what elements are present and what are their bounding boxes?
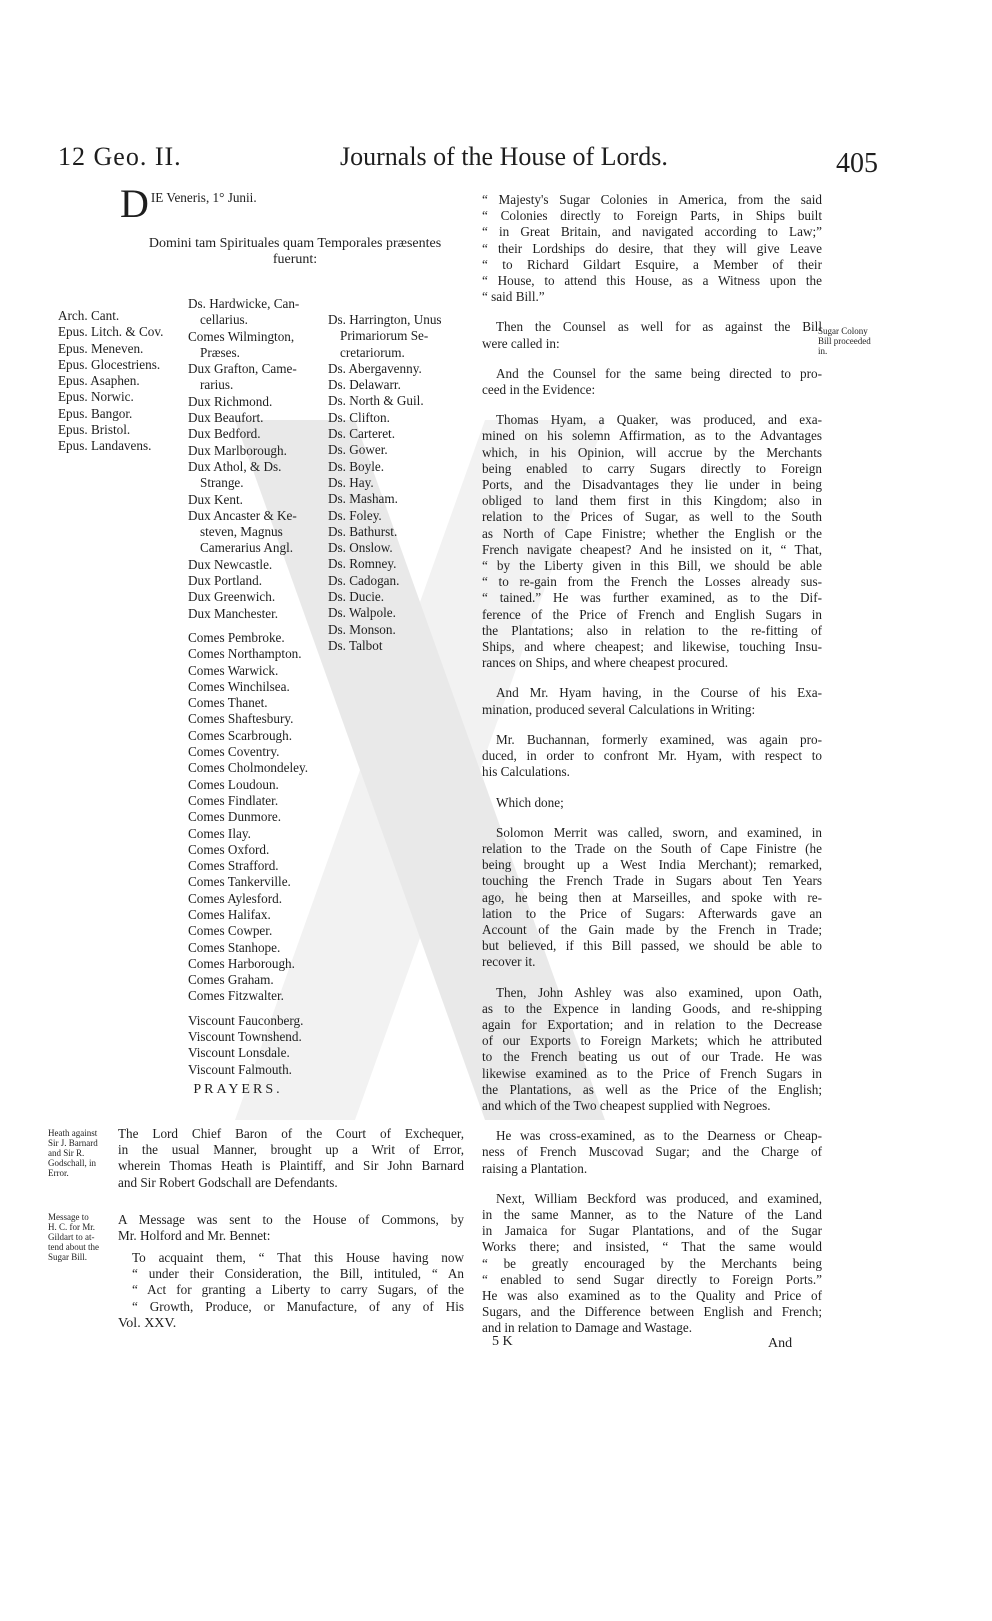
member-name: Ds. Talbot — [328, 637, 383, 653]
text-line: as to the Expence in landing Goods, and re-shipping — [482, 1000, 822, 1016]
member-name: Ds. North & Guil. — [328, 393, 424, 409]
text-line: Mr. Buchannan, formerly examined, was again pro- — [496, 731, 822, 747]
right-paragraph — [482, 192, 822, 305]
text-line: “ their Lordships do desire, that they will give Leave — [482, 240, 822, 256]
member-name: Viscount Fauconberg. — [188, 1012, 304, 1028]
margin-note-line: Bill proceeded — [818, 336, 871, 346]
text-line: the Plantations, as well as the Price of the English; — [482, 1081, 822, 1097]
text-line: “ said Bill.” — [482, 289, 545, 305]
text-line: To acquaint them, “ That this House having now — [132, 1250, 464, 1265]
member-name: Dux Manchester. — [188, 605, 279, 621]
right-paragraph — [482, 795, 822, 811]
margin-note-sugar-bill — [818, 326, 871, 356]
member-name: Comes Warwick. — [188, 662, 279, 678]
text-line: and which of the Two cheapest supplied with Negroes. — [482, 1097, 771, 1113]
text-line: mination, produced several Calculations in Writing: — [482, 701, 756, 717]
text-line: “ under their Consideration, the Bill, intituled, “ An — [132, 1266, 464, 1282]
margin-note-line: and Sir R. — [48, 1148, 85, 1158]
text-line: Ships, and where cheapest; and likewise, touching Insu- — [482, 639, 822, 655]
member-name: Comes Halifax. — [188, 906, 271, 922]
member-name: Comes Northampton. — [188, 646, 302, 662]
present-title-line: fuerunt: — [272, 252, 318, 267]
member-name: Comes Thanet. — [188, 695, 268, 711]
text-line: obliged to land them first in this Kingdom; also in — [482, 493, 822, 509]
text-line: to the French beating us out of our Trade. He was — [482, 1049, 822, 1065]
member-name: cellarius. — [200, 312, 248, 328]
member-name: Comes Tankerville. — [188, 874, 291, 890]
member-name: Dux Beaufort. — [188, 410, 264, 426]
member-name: Comes Loudoun. — [188, 776, 279, 792]
text-line: wherein Thomas Heath is Plaintiff, and Sir John Barnard — [118, 1158, 464, 1174]
text-line: raising a Plantation. — [482, 1160, 588, 1176]
member-name: Epus. Norwic. — [58, 389, 134, 405]
text-line: “ to Richard Gildart Esquire, a Member of their — [482, 256, 822, 272]
text-line: ceed in the Evidence: — [482, 382, 596, 398]
text-line: but believed, if this Bill passed, we should be able to — [482, 938, 822, 954]
member-name: Comes Findlater. — [188, 792, 279, 808]
member-name: Dux Grafton, Came- — [188, 361, 297, 377]
text-line: being brought up a West India Merchant); remarked, — [482, 857, 822, 873]
member-name: Comes Strafford. — [188, 858, 279, 874]
margin-note-line: Sugar Bill. — [48, 1252, 88, 1262]
member-name: Comes Dunmore. — [188, 809, 282, 825]
prayers-heading: PRAYERS. — [193, 1082, 283, 1097]
member-name: cretariorum. — [340, 344, 405, 360]
session-date — [120, 181, 257, 226]
right-paragraph — [482, 319, 822, 351]
text-line: in the same Manner, as to the Nature of the Land — [482, 1206, 822, 1222]
catchword: And — [768, 1336, 793, 1351]
text-line: the Plantations; also in relation to the re-fitting of — [482, 622, 822, 638]
member-name: steven, Magnus — [200, 524, 283, 540]
member-name: Epus. Meneven. — [58, 340, 144, 356]
member-name: Dux Athol, & Ds. — [188, 458, 282, 474]
member-name: Dux Richmond. — [188, 393, 273, 409]
text-line: likewise examined as to the Price of French Sugars in — [482, 1065, 822, 1081]
member-name: Ds. Romney. — [328, 556, 397, 572]
right-paragraph — [482, 412, 822, 671]
barons-list — [328, 312, 442, 654]
member-name: Ds. Onslow. — [328, 540, 393, 556]
member-name: Dux Ancaster & Ke- — [188, 507, 297, 523]
member-name: Viscount Lonsdale. — [188, 1045, 290, 1061]
text-line: in Jamaica for Sugar Plantations, and of the Sugar — [482, 1223, 822, 1239]
text-line: in the usual Manner, brought up a Writ of Error, — [118, 1142, 464, 1158]
text-line: lation to the Price of Sugars: Afterwards gave an — [482, 905, 822, 921]
member-name: Comes Ilay. — [188, 825, 251, 841]
member-name: Epus. Asaphen. — [58, 373, 140, 389]
member-name: Comes Pembroke. — [188, 629, 285, 645]
member-name: Ds. Harrington, Unus — [328, 312, 442, 327]
text-line: “ be greatly encouraged by the Merchants being — [482, 1255, 822, 1271]
text-line: Thomas Hyam, a Quaker, was produced, and exa- — [496, 412, 822, 428]
member-name: Comes Shaftesbury. — [188, 711, 294, 727]
member-name: Ds. Delawarr. — [328, 377, 401, 393]
member-name: Ds. Boyle. — [328, 458, 385, 474]
member-name: Ds. Monson. — [328, 621, 396, 637]
member-name: Epus. Bangor. — [58, 405, 133, 421]
member-name: Epus. Litch. & Cov. — [58, 324, 164, 340]
text-line: Then the Counsel as well for as against the Bill — [496, 319, 822, 335]
member-name: Ds. Abergavenny. — [328, 360, 422, 376]
text-line: Works there; and insisted, “ That the same would — [482, 1239, 822, 1255]
text-line: A Message was sent to the House of Commons, by — [118, 1212, 464, 1227]
right-paragraph — [482, 685, 822, 717]
text-line: “ Growth, Produce, or Manufacture, of any of His — [132, 1298, 464, 1314]
member-name: Comes Graham. — [188, 972, 274, 988]
text-line: Sugars, and the Difference between English and French; — [482, 1304, 822, 1320]
signature-mark: 5 K — [492, 1334, 513, 1349]
member-name: Epus. Bristol. — [58, 422, 131, 438]
text-line: “ enabled to send Sugar directly to Foreign Ports.” — [482, 1271, 822, 1287]
session-date-text: IE Veneris, 1° Junii. — [150, 190, 257, 205]
right-paragraph — [482, 732, 822, 781]
present-title — [110, 236, 480, 268]
text-line: recover it. — [482, 954, 536, 970]
member-name: Ds. Hay. — [328, 474, 374, 490]
present-title-line: Domini tam Spirituales quam Temporales præsentes — [148, 236, 442, 251]
member-name: Comes Cholmondeley. — [188, 760, 309, 776]
text-line: his Calculations. — [482, 764, 570, 780]
text-line: “ Act for granting a Liberty to carry Sugars, of the — [132, 1282, 464, 1298]
text-line: Then, John Ashley was also examined, upon Oath, — [496, 984, 822, 1000]
member-name: Viscount Townshend. — [188, 1029, 302, 1045]
text-line: “ Colonies directly to Foreign Parts, in Ships built — [482, 208, 822, 224]
margin-note-line: Sir J. Barnard — [48, 1138, 98, 1148]
member-name: Ds. Bathurst. — [328, 523, 398, 539]
text-line: and Sir Robert Godschall are Defendants. — [118, 1174, 338, 1190]
text-line: “ House, to attend this House, as a Witness upon the — [482, 273, 822, 289]
member-name: Dux Bedford. — [188, 426, 261, 442]
member-name: Comes Wilmington, — [188, 328, 295, 344]
dropcap-letter: D — [120, 181, 149, 226]
margin-note-message — [48, 1212, 99, 1262]
margin-note-line: H. C. for Mr. — [48, 1222, 95, 1232]
member-name: Comes Winchilsea. — [188, 678, 290, 694]
margin-note-line: tend about the — [48, 1242, 99, 1252]
member-name: Camerarius Angl. — [200, 540, 294, 556]
text-line: He was also examined as to the Quality and Price of — [482, 1287, 822, 1303]
member-name: Ds. Hardwicke, Can- — [188, 296, 300, 311]
member-name: Comes Coventry. — [188, 744, 280, 760]
margin-note-line: Gildart to at- — [48, 1232, 95, 1242]
text-line: The Lord Chief Baron of the Court of Exchequer, — [118, 1126, 464, 1141]
member-name: Strange. — [200, 475, 244, 491]
text-line: And the Counsel for the same being directed to pro- — [496, 365, 822, 381]
margin-note-line: Heath against — [48, 1128, 98, 1138]
text-line: Solomon Merrit was called, sworn, and examined, in — [496, 824, 822, 840]
reign-heading: 12 Geo. II. — [58, 142, 182, 171]
text-line: touching the French Trade in Sugars about Ten Years — [482, 873, 822, 889]
text-line: Account of the Gain made by the French in Trade; — [482, 921, 822, 937]
text-line: “ Majesty's Sugar Colonies in America, from the said — [482, 192, 822, 207]
member-name: Ds. Foley. — [328, 507, 382, 523]
member-name: Epus. Glocestriens. — [58, 356, 161, 372]
text-line: duced, in order to confront Mr. Hyam, with respect to — [482, 748, 822, 764]
page-number: 405 — [836, 148, 878, 179]
member-name: Ds. Ducie. — [328, 589, 385, 605]
text-line: being enabled to carry Sugars directly to Foreign — [482, 460, 822, 476]
member-name: Dux Portland. — [188, 573, 262, 589]
margin-note-line: Sugar Colony — [818, 326, 868, 336]
margin-note-line: in. — [818, 346, 828, 356]
margin-note-line: Message to — [48, 1212, 89, 1222]
heath-paragraph — [118, 1126, 464, 1205]
text-line: Ports, and the Disadvantages they lie under in being — [482, 477, 822, 493]
member-name: Dux Kent. — [188, 491, 243, 507]
margin-note-line: Error. — [48, 1168, 69, 1178]
text-line: and in relation to Damage and Wastage. — [482, 1320, 692, 1336]
text-line: ness of French Muscovad Sugar; and the Charge of — [482, 1144, 822, 1160]
peers-list — [188, 296, 308, 1078]
margin-note-line: Godschall, in — [48, 1158, 96, 1168]
text-line: mined on his solemn Affirmation, as to the Advantages — [482, 428, 822, 444]
heath-text — [118, 1126, 464, 1191]
member-name: Dux Marlborough. — [188, 442, 287, 458]
member-name: Primariorum Se- — [340, 328, 429, 344]
member-name: Viscount Falmouth. — [188, 1061, 292, 1077]
member-name: Dux Newcastle. — [188, 556, 273, 572]
text-line: “ tained.” He was further examined, as to the Dif- — [482, 590, 822, 606]
member-name: Ds. Clifton. — [328, 409, 390, 425]
member-name: Ds. Walpole. — [328, 605, 396, 621]
member-name: Comes Stanhope. — [188, 939, 281, 955]
member-name: Comes Cowper. — [188, 923, 273, 939]
member-name: Dux Greenwich. — [188, 589, 276, 605]
text-line: Next, William Beckford was produced, and examined, — [496, 1190, 822, 1206]
text-line: And Mr. Hyam having, in the Course of his Exa- — [496, 685, 822, 701]
margin-note-heath — [48, 1128, 98, 1178]
text-line: which, in his Opinion, will accrue by the Merchants — [482, 444, 822, 460]
acquaint-paragraph — [132, 1250, 464, 1329]
member-name: rarius. — [200, 377, 234, 393]
text-line: Which done; — [496, 794, 564, 810]
member-name: Ds. Cadogan. — [328, 572, 400, 588]
text-line: again for Exportation; and in relation to the Decrease — [482, 1016, 822, 1032]
text-line: French navigate cheapest? And he insisted on it, “ That, — [482, 541, 822, 557]
text-line: Mr. Holford and Mr. Bennet: — [118, 1228, 271, 1244]
text-line: relation to the Trade on the South of Cape Finistre (he — [482, 840, 822, 856]
member-name: Comes Aylesford. — [188, 890, 283, 906]
member-name: Arch. Cant. — [58, 308, 120, 323]
acquaint-text — [132, 1250, 464, 1315]
message-text — [118, 1212, 464, 1244]
text-line: “ to re-gain from the French the Losses already sus- — [482, 574, 822, 590]
right-paragraph — [482, 985, 822, 1115]
text-line: as North of Cape Finistre; whether the English or the — [482, 525, 822, 541]
member-name: Ds. Masham. — [328, 491, 398, 507]
text-line: were called in: — [482, 335, 560, 351]
bishops-list — [58, 308, 163, 455]
right-paragraph — [482, 1128, 822, 1177]
text-line: ference of the Price of French and English Sugars in — [482, 606, 822, 622]
member-name: Comes Oxford. — [188, 841, 270, 857]
text-line: relation to the Prices of Sugar, as well to the South — [482, 509, 822, 525]
right-paragraph — [482, 825, 822, 971]
text-line: ago, he being then at Marseilles, and spoke with re- — [482, 889, 822, 905]
member-name: Præses. — [200, 344, 240, 360]
text-line: rances on Ships, and where cheapest procured. — [482, 655, 729, 671]
member-name: Ds. Gower. — [328, 442, 388, 458]
right-paragraph — [482, 1191, 822, 1337]
member-name: Comes Scarbrough. — [188, 727, 293, 743]
member-name: Comes Harborough. — [188, 955, 295, 971]
text-line: of our Exports to Foreign Markets; which he attributed — [482, 1033, 822, 1049]
member-name: Epus. Landavens. — [58, 438, 152, 454]
text-line: “ by the Liberty given in this Bill, we should be able — [482, 558, 822, 574]
text-line: “ in Great Britain, and navigated according to Law;” — [482, 224, 822, 240]
member-name: Ds. Carteret. — [328, 426, 396, 442]
right-paragraph — [482, 366, 822, 398]
journal-title: Journals of the House of Lords. — [340, 142, 668, 171]
right-column-text — [482, 192, 822, 1351]
text-line: He was cross-examined, as to the Dearness or Cheap- — [496, 1128, 822, 1144]
member-name: Comes Fitzwalter. — [188, 988, 284, 1004]
volume-label: Vol. XXV. — [118, 1316, 177, 1331]
